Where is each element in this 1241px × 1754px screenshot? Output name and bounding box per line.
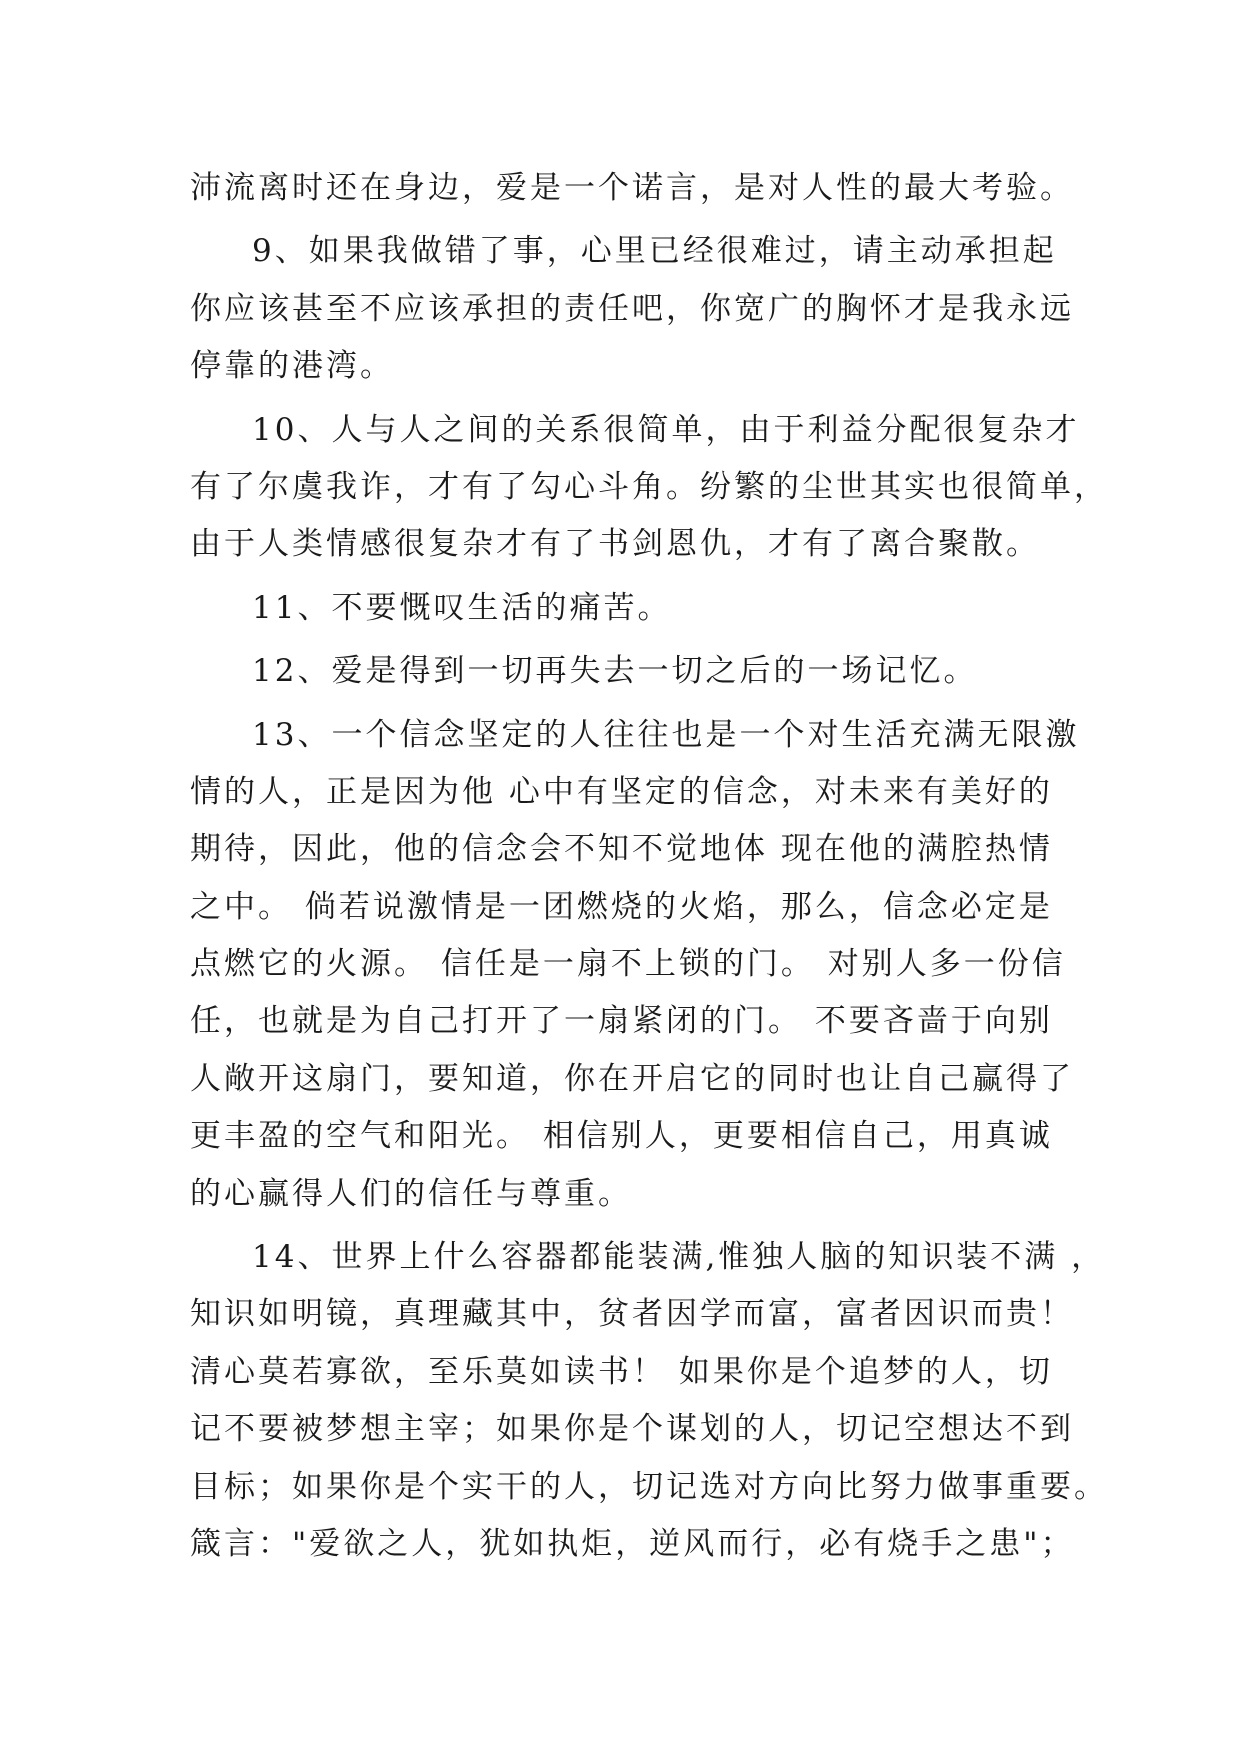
- text-line: 你应该甚至不应该承担的责任吧，你宽广的胸怀才是我永远: [190, 290, 1074, 327]
- text-line: 期待，因此，他的信念会不知不觉地体 现在他的满腔热情: [190, 831, 1053, 868]
- text-line: 有了尔虞我诈，才有了勾心斗角。纷繁的尘世其实也很简单，: [190, 468, 1108, 505]
- text-line: 清心莫若寡欲，至乐莫如读书！ 如果你是个追梦的人，切: [190, 1353, 1053, 1390]
- text-line: 由于人类情感很复杂才有了书剑恩仇，才有了离合聚散。: [190, 526, 1040, 563]
- text-line: 停靠的港湾。: [190, 348, 394, 385]
- text-line: 情的人，正是因为他 心中有坚定的信念，对未来有美好的: [190, 773, 1053, 810]
- text-line: 任，也就是为自己打开了一扇紧闭的门。 不要吝啬于向别: [190, 1003, 1053, 1040]
- paragraph-12: [190, 643, 1060, 700]
- paragraph-9: [190, 223, 1074, 395]
- body-text: [190, 160, 1108, 1573]
- text-line: 沛流离时还在身边，爱是一个诺言，是对人性的最大考验。: [190, 170, 1074, 206]
- paragraph-11: [190, 580, 1060, 637]
- text-line: 10、人与人之间的关系很简单，由于利益分配很复杂才: [252, 411, 1080, 448]
- text-line: 11、不要慨叹生活的痛苦。: [252, 589, 672, 626]
- paragraph-8-continuation: [190, 160, 1074, 217]
- text-line: 箴言："爱欲之人，犹如执炬，逆风而行，必有烧手之患"；: [190, 1525, 1075, 1562]
- text-line: 12、爱是得到一切再失去一切之后的一场记忆。: [252, 653, 978, 690]
- paragraph-10: [190, 402, 1108, 574]
- text-line: 更丰盈的空气和阳光。 相信别人，更要相信自己，用真诚: [190, 1118, 1053, 1155]
- text-line: 目标；如果你是个实干的人，切记选对方向比努力做事重要。: [190, 1468, 1108, 1505]
- paragraph-14: [190, 1229, 1108, 1573]
- text-line: 点燃它的火源。 信任是一扇不上锁的门。 对别人多一份信: [190, 946, 1066, 983]
- paragraph-13: [190, 707, 1080, 1224]
- text-line: 9、如果我做错了事，心里已经很难过，请主动承担起: [252, 233, 1057, 270]
- text-line: 14、世界上什么容器都能装满,惟独人脑的知识装不满 ，: [252, 1239, 1106, 1276]
- text-line: 之中。 倘若说激情是一团燃烧的火焰，那么，信念必定是: [190, 888, 1053, 925]
- text-line: 知识如明镜，真理藏其中，贫者因学而富，富者因识而贵！: [190, 1296, 1074, 1333]
- text-line: 人敞开这扇门，要知道，你在开启它的同时也让自己赢得了: [190, 1060, 1074, 1097]
- text-line: 的心赢得人们的信任与尊重。: [190, 1175, 632, 1212]
- text-line: 记不要被梦想主宰；如果你是个谋划的人，切记空想达不到: [190, 1411, 1074, 1448]
- text-line: 13、一个信念坚定的人往往也是一个对生活充满无限激: [252, 716, 1080, 753]
